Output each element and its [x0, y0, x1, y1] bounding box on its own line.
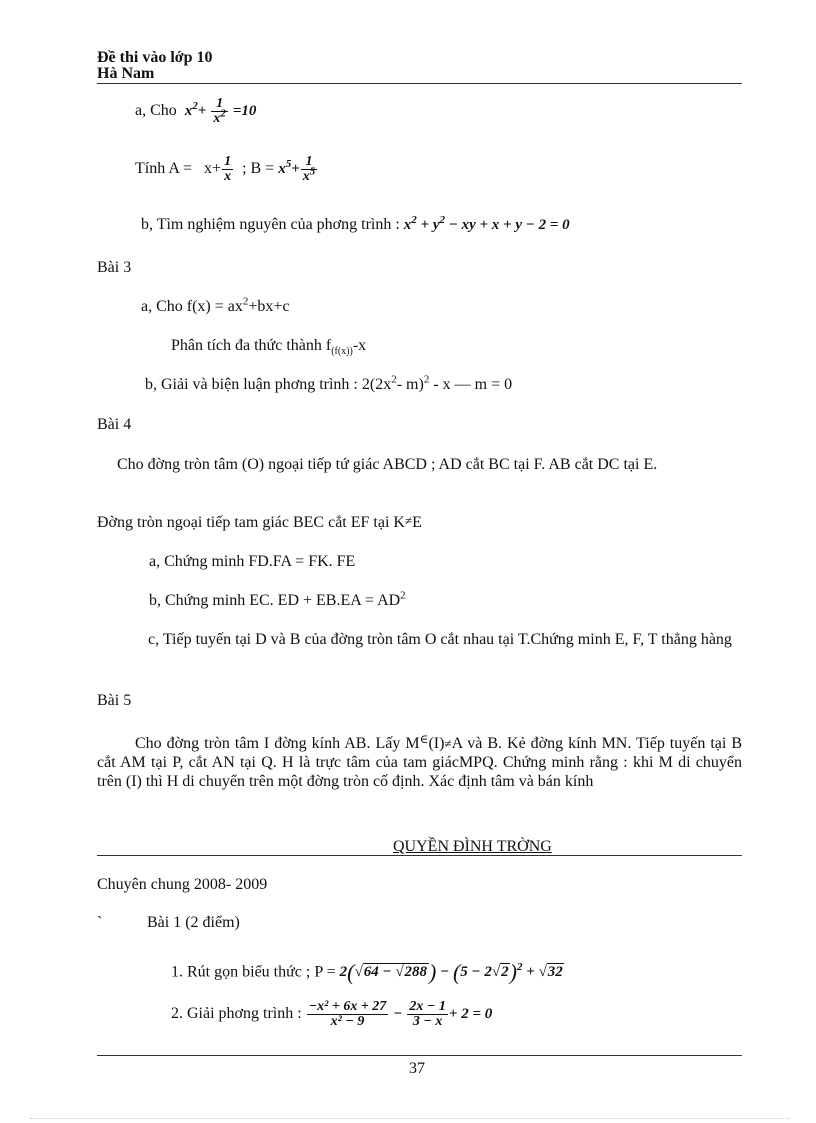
compute-label: Tính A =	[135, 160, 193, 178]
bai4-title: Bài 4	[97, 416, 132, 433]
compute-b-plus: +	[291, 161, 300, 178]
q2-minus: −	[393, 1006, 403, 1023]
q1-coef: 2	[339, 964, 348, 981]
bai4-circle	[97, 513, 422, 532]
p2b-label: b, Tìm nghiệm nguyên của phơng trình :	[141, 216, 400, 233]
not-equal-icon: ≠	[444, 736, 452, 751]
bai5-title: Bài 5	[97, 692, 132, 709]
q1-r2: 288	[404, 964, 428, 981]
compute-sep: ; B =	[242, 160, 275, 178]
p2a-num: 1	[211, 97, 228, 112]
p2b-eq-c: − xy + x + y − 2 = 0	[445, 217, 570, 233]
bai4-b-text: b, Chứng minh EC. ED + EB.EA = AD	[149, 592, 401, 609]
header-region: Hà Nam	[97, 65, 155, 82]
compute-b-den: x	[302, 169, 310, 184]
bai3-factor-sub: (f(x))	[331, 346, 353, 358]
bai3-a-pre: a, Cho f(x) = ax	[141, 298, 243, 315]
problem-2a: a, Cho $x^2+$ $\frac{1}{x^2}$ =10	[135, 96, 257, 126]
bai4-a: a, Chứng minh FD.FA = FK. FE	[149, 553, 356, 570]
compute-b-num: 1	[301, 155, 318, 170]
p2b-eq-b: + y	[416, 217, 440, 233]
q2-den1: x² − 9	[330, 1014, 365, 1029]
q1-mid: −	[436, 964, 453, 981]
compute-a-den: x	[224, 169, 232, 184]
bai5-text-1: Cho đờng tròn tâm I đờng kính AB. Lấy M	[135, 735, 420, 752]
bai3-a-post: +bx+c	[248, 298, 290, 315]
header-title: Đề thi vào lớp 10	[97, 49, 213, 66]
p2a-plus: +	[197, 103, 207, 120]
q1-r3: 2	[501, 964, 509, 981]
bai3-factor-end: -x	[352, 337, 367, 354]
q1-five: 5 − 2	[460, 964, 492, 981]
bai5-text	[97, 730, 742, 791]
problem-2b: b, Tìm nghiệm nguyên của phơng trình : $x^2 + y^2$ − xy + x + y − 2 = 0	[141, 214, 570, 233]
footer-rule	[97, 1055, 742, 1056]
bai4-intro: Cho đờng tròn tâm (O) ngoại tiếp tứ giác ABCD ; AD cắt BC tại F. AB cắt DC tại E.	[117, 456, 658, 473]
compute-a-x: x+	[204, 160, 222, 178]
p2a-eq: =10	[232, 103, 257, 120]
problem-2a-compute: Tính A = x+ $\frac{1}{x}$ ; $B = x^5+$ $\frac{1}{x^5}$	[135, 154, 316, 184]
bottom-dotted-line	[30, 1118, 790, 1119]
bai3-factor-text: Phân tích đa thức thành f	[171, 337, 332, 354]
p2a-den: x	[213, 111, 221, 126]
bai3-b-mid: - m)	[396, 376, 424, 393]
q2-num1: −x² + 6x + 27	[308, 999, 387, 1014]
q2-num2: 2x − 1	[409, 999, 446, 1014]
bai4-circle-end: E	[412, 514, 422, 531]
element-of-icon: ∈	[419, 732, 429, 746]
q2-end: + 2 = 0	[448, 1006, 493, 1023]
p2b-eq-a: x	[403, 217, 412, 233]
bai3-b-pre: b, Giải và biện luận phơng trình : 2(2x	[145, 376, 392, 393]
bai3-a: a, Cho $f(x) = ax^2+bx+c$	[141, 295, 290, 315]
q2-label: 2. Giải phơng trình :	[171, 1005, 302, 1023]
header-rule	[97, 83, 742, 84]
bai3-title: Bài 3	[97, 259, 132, 276]
page-number: 37	[409, 1060, 425, 1077]
not-equal-icon: ≠	[404, 513, 413, 528]
q2-den2: 3 − x	[412, 1014, 443, 1029]
bai3-factor	[171, 337, 367, 358]
q1-r1: 64 −	[363, 964, 396, 981]
bai1-q1: 1. Rút gọn biểu thức ; $P = 2(√64 - √288) - (5 - 2√2)^2 + √32$	[171, 960, 563, 985]
q1-plus: +	[522, 964, 539, 981]
bai4-c: c, Tiếp tuyến tại D và B của đờng tròn tâm O cắt nhau tại T.Chứng minh E, F, T thẳng hàng	[148, 631, 732, 648]
bai5-text-2: (I)	[428, 735, 445, 752]
exam-title: Chuyên chung 2008- 2009	[97, 876, 268, 893]
q1-r4: 32	[547, 964, 563, 981]
section-rule	[97, 855, 742, 856]
q1-label: 1. Rút gọn biểu thức ; P =	[171, 963, 336, 981]
author-name: QUYỀN ĐÌNH TRỜNG	[393, 838, 552, 855]
p2a-x: x	[184, 103, 193, 120]
bai4-b: b, Chứng minh EC. ED + $EB.EA = AD^2$	[149, 589, 406, 609]
stray-backtick: `	[97, 914, 103, 931]
bai4-circle-text: Đờng tròn ngoại tiếp tam giác BEC cắt EF tại K	[97, 514, 405, 531]
bai1-title: Bài 1 (2 điểm)	[147, 914, 240, 931]
compute-a-num: 1	[224, 154, 232, 169]
compute-b-x: x	[278, 161, 286, 178]
bai5-text-3: A và B. Kẻ đờng kính MN. Tiếp tuyến tại B cắt AM tại P, cắt AN tại Q. H là trực tâm của tam giácMPQ. Chứng minh rằng : khi M di chuyển trên (I) thì H di chuyển trên một đờng tròn cố định. Xác định tâm và bán kính	[97, 735, 743, 790]
bai1-q2	[171, 1000, 492, 1029]
p2a-label: a, Cho	[135, 102, 177, 120]
bai3-b-end: - x — m = 0	[429, 376, 513, 393]
bai3-b: b, Giải và biện luận phơng trình : $2(2x^2-$ m)$^2$ - x — m = 0	[145, 373, 513, 393]
